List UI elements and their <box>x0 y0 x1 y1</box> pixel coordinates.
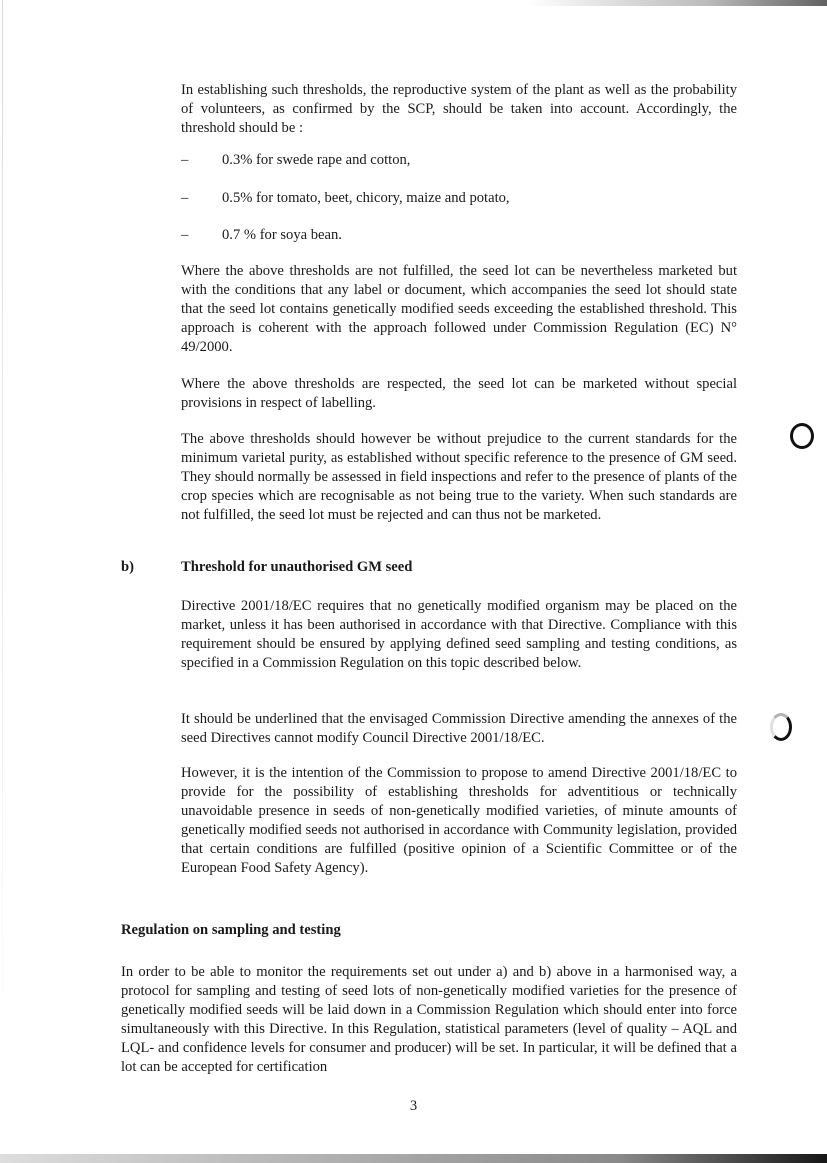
paragraph-respected: Where the above thresholds are respected, the seed lot can be marketed without special provisions in respect of labelling. <box>181 376 737 411</box>
list-item-text: 0.5% for tomato, beet, chicory, maize and potato, <box>222 190 510 206</box>
punch-hole-mark <box>790 423 814 449</box>
intro-paragraph: In establishing such thresholds, the reproductive system of the plant as well as the probability of volunteers, as confirmed by the SCP, should be taken into account. Accordingly, the threshold should be : <box>181 82 737 136</box>
scan-edge-left <box>2 0 3 1080</box>
list-dash: – <box>181 227 189 243</box>
section-b-paragraph-2: It should be underlined that the envisaged Commission Directive amending the annexes of the seed Directives cannot modify Council Directive 2001/18/EC. <box>181 711 737 746</box>
regulation-heading: Regulation on sampling and testing <box>121 922 341 938</box>
scan-edge-bottom <box>0 1154 827 1163</box>
list-item-text: 0.7 % for soya bean. <box>222 227 342 243</box>
paragraph-without-prejudice: The above thresholds should however be without prejudice to the current standards for the minimum varietal purity, as established without specific reference to the presence of GM seed. They should normally be assessed in field inspections and refer to the presence of plants of the crop species which are recognisable as not being true to the variety. When such standards are not fulfilled, the seed lot must be rejected and can thus not be marketed. <box>181 431 737 523</box>
list-item-text: 0.3% for swede rape and cotton, <box>222 152 411 168</box>
section-b-paragraph-3: However, it is the intention of the Commission to propose to amend Directive 2001/18/EC to provide for the possibility of establishing thresholds for adventitious or technically unavoidable presence in seeds of non-genetically modified varieties, of minute amounts of genetically modified seeds not authorised in accordance with Community legislation, provided that certain conditions are fulfilled (positive opinion of a Scientific Committee or of the European Food Safety Agency). <box>181 765 737 876</box>
punch-hole-mark <box>770 713 792 741</box>
scan-edge-top <box>527 0 827 6</box>
list-dash: – <box>181 152 189 168</box>
list-dash: – <box>181 190 189 206</box>
page-number: 3 <box>409 1098 418 1114</box>
section-b-paragraph-1: Directive 2001/18/EC requires that no genetically modified organism may be placed on the market, unless it has been authorised in accordance with that Directive. Compliance with this requirement should be ensured by applying defined seed sampling and testing conditions, as specified in a Commission Regulation on this topic described below. <box>181 598 737 671</box>
section-b-label: b) <box>121 559 134 575</box>
section-b-heading: Threshold for unauthorised GM seed <box>181 559 413 575</box>
regulation-paragraph: In order to be able to monitor the requirements set out under a) and b) above in a harmonised way, a protocol for sampling and testing of seed lots of non-genetically modified varieties for the presence of genetically modified seeds will be laid down in a Commission Regulation which should enter into force simultaneously with this Directive. In this Regulation, statistical parameters (level of quality – AQL and LQL- and confidence levels for consumer and producer) will be set. In particular, it will be defined that a lot can be accepted for certification <box>121 964 737 1075</box>
paragraph-not-fulfilled: Where the above thresholds are not fulfilled, the seed lot can be nevertheless marketed but with the conditions that any label or document, which accompanies the seed lot should state that the seed lot contains genetically modified seeds exceeding the established threshold. This approach is coherent with the approach followed under Commission Regulation (EC) N° 49/2000. <box>181 263 737 355</box>
